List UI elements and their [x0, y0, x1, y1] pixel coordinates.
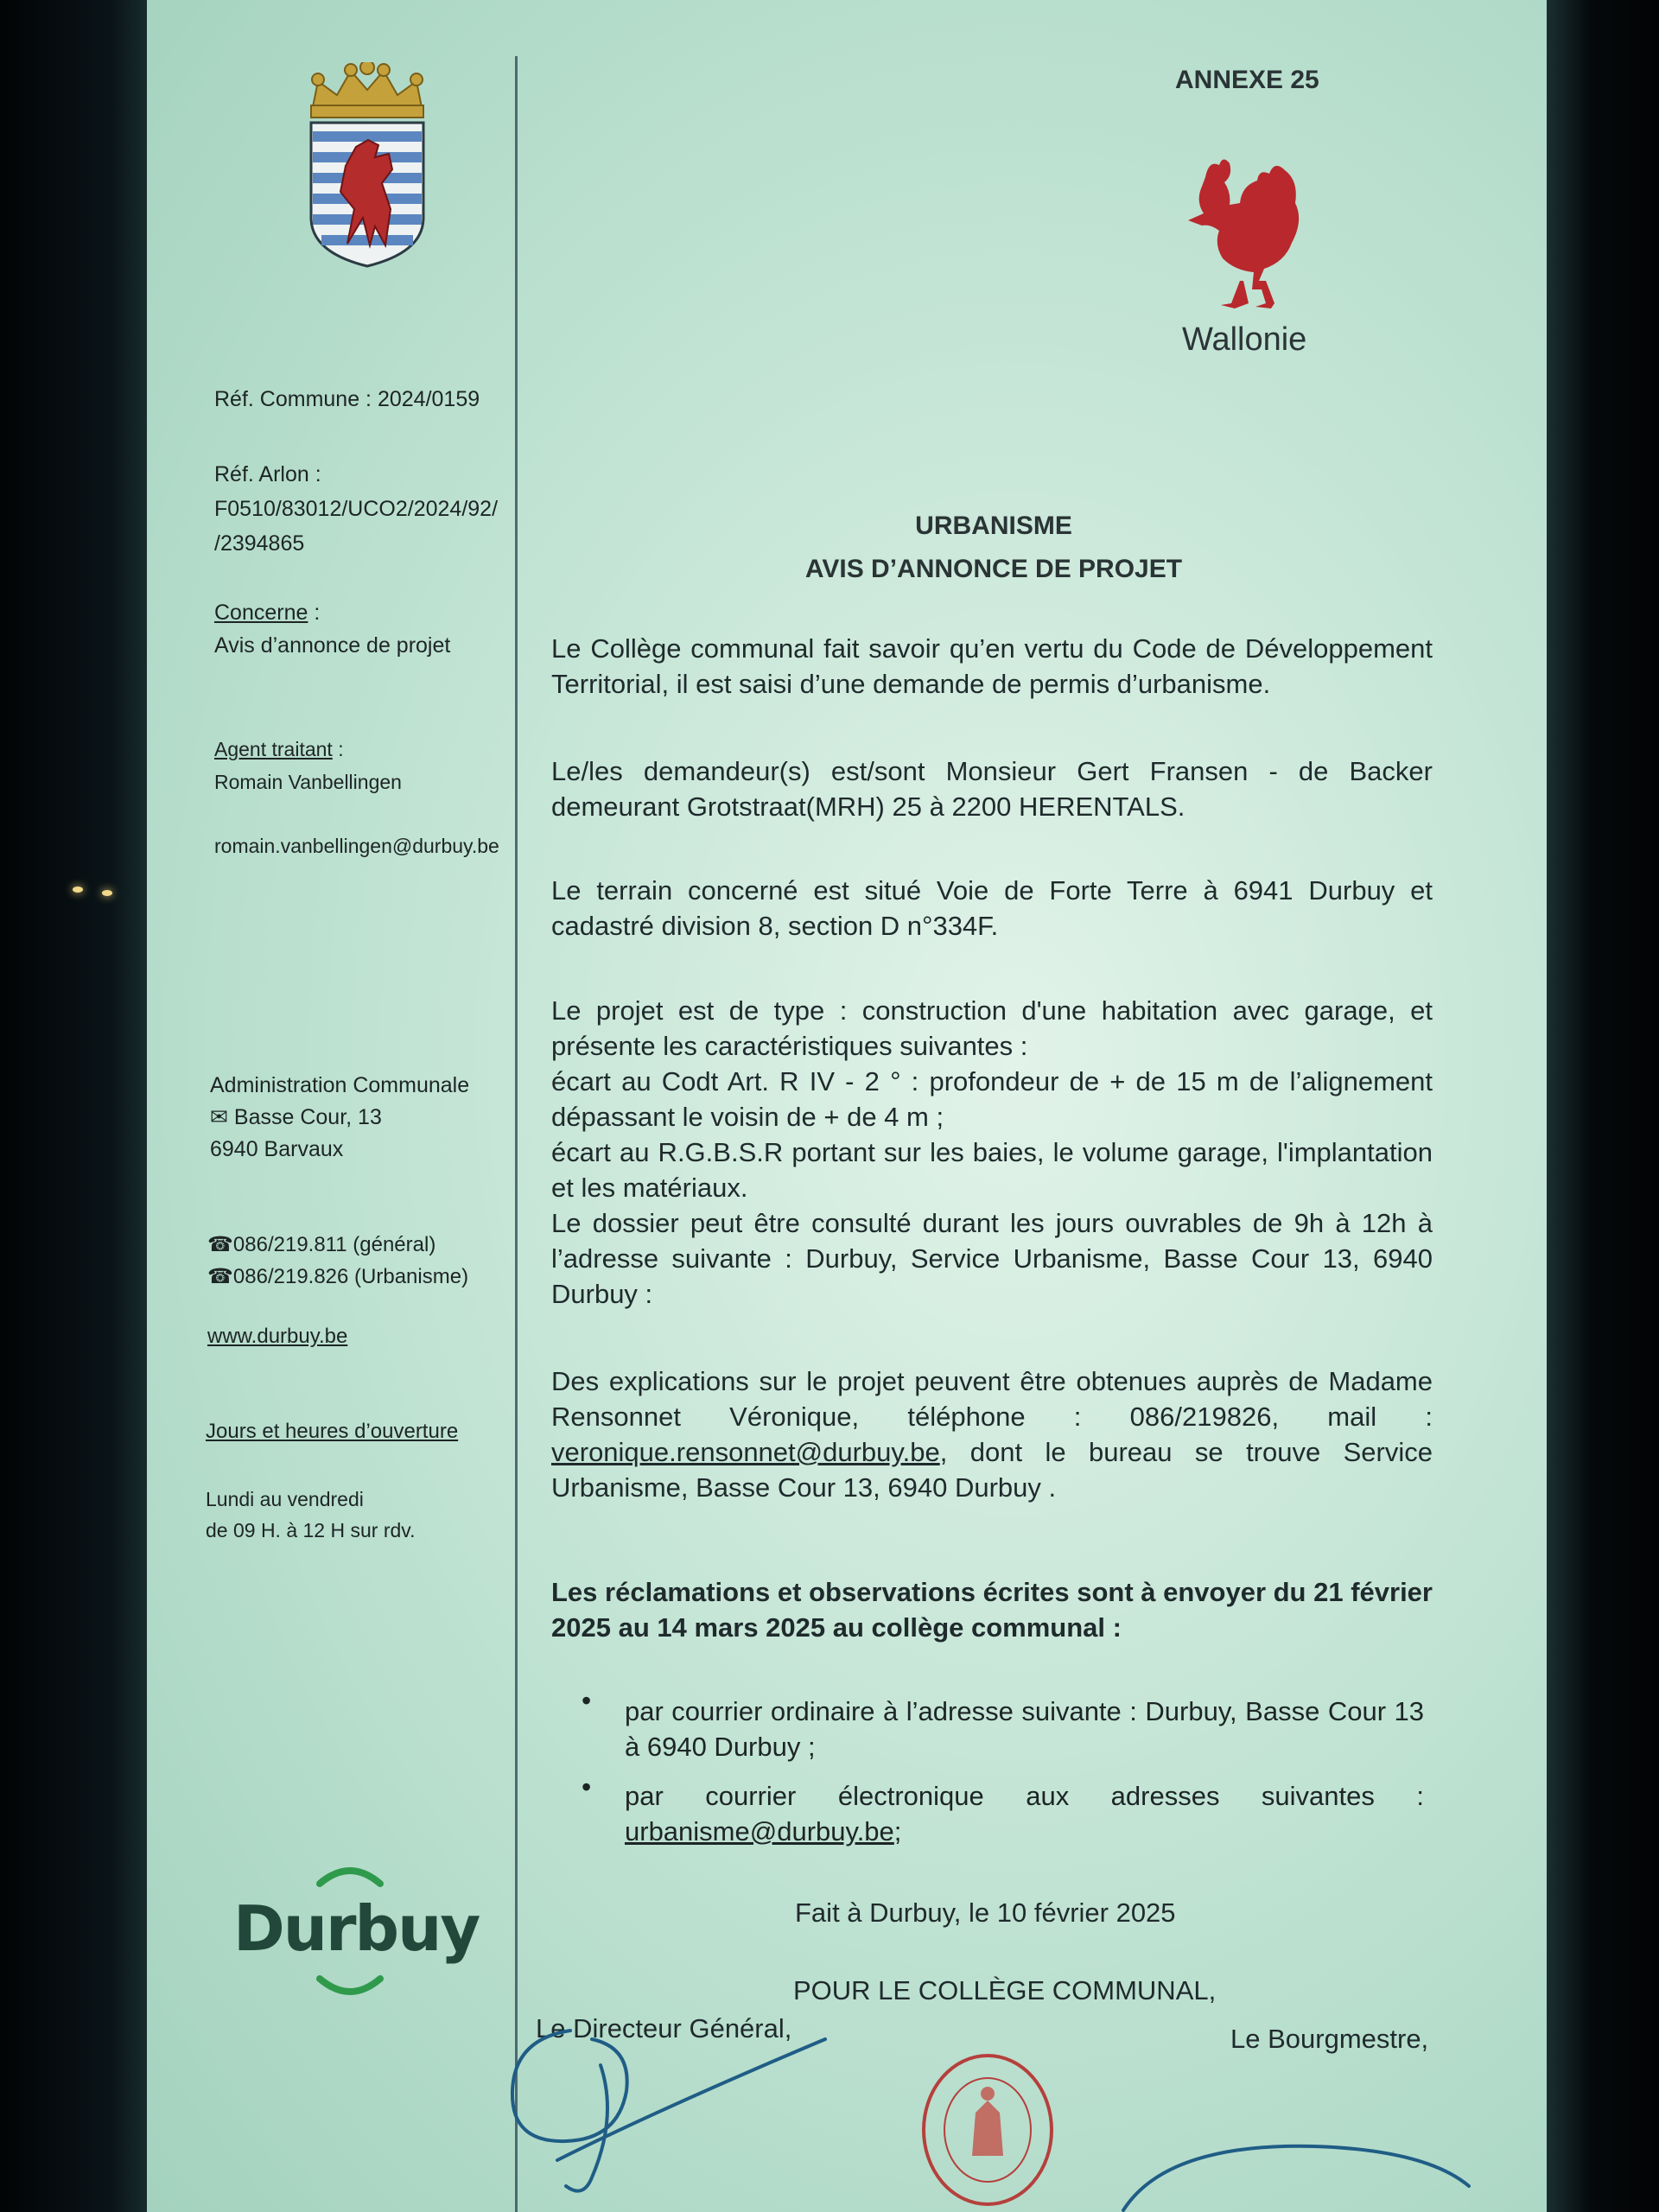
- projet-ecart-rgbsr: écart au R.G.B.S.R portant sur les baies, le volume garage, l'implantation et les matériaux.: [551, 1137, 1433, 1203]
- directeur-signature-icon: [505, 2013, 834, 2212]
- region-name: Wallonie: [1182, 321, 1307, 358]
- phone-urbanisme[interactable]: 086/219.826 (Urbanisme): [232, 1265, 469, 1288]
- durbuy-logo: [233, 1858, 480, 2005]
- admin-name: Administration Communale: [210, 1073, 470, 1097]
- paragraph-terrain: Le terrain concerné est situé Voie de Forte Terre à 6941 Durbuy et cadastré division 8, section D n°334F.: [551, 875, 1433, 941]
- phone-icon: ☎: [207, 1233, 233, 1256]
- agent-email[interactable]: romain.vanbellingen@durbuy.be: [214, 835, 499, 857]
- concerne-block: [214, 596, 450, 662]
- projet-type: Le projet est de type : construction d'une habitation avec garage, et présente les caractéristiques suivantes :: [551, 995, 1433, 1061]
- ref-arlon-label: Réf. Arlon :: [214, 462, 321, 486]
- paragraph-intro: Le Collège communal fait savoir qu’en vertu du Code de Développement Territorial, il est saisi d’une demande de permis d’urbanisme.: [551, 633, 1433, 699]
- projet-consultation: Le dossier peut être consulté durant les jours ouvrables de 9h à 12h à l’adresse suivante : Durbuy, Service Urbanisme, Basse Cour 13, 6940 Durbuy :: [551, 1208, 1433, 1309]
- hours-line2: de 09 H. à 12 H sur rdv.: [206, 1519, 416, 1541]
- ref-arlon-line2: /2394865: [214, 531, 305, 556]
- bourgmestre-label: Le Bourgmestre,: [1230, 2024, 1429, 2054]
- agent-colon: :: [332, 738, 344, 760]
- commune-stamp-icon: [920, 2052, 1058, 2208]
- hours-label: Jours et heures d’ouverture: [206, 1420, 459, 1443]
- paragraph-explications: [551, 1363, 1433, 1505]
- bourgmestre-signature-icon: [1115, 2134, 1478, 2212]
- title-urbanisme: URBANISME: [915, 512, 1072, 540]
- column-divider: [515, 56, 518, 2212]
- paragraph-reclamations: Les réclamations et observations écrites sont à envoyer du 21 février 2025 au 14 mars 2025 au collège communal :: [551, 1577, 1433, 1643]
- explications-text-end: , dont le bureau se trouve Service Urbanisme, Basse Cour 13, 6940 Durbuy .: [551, 1437, 1433, 1503]
- projet-ecart-codt: écart au Codt Art. R IV - 2 ° : profondeur de + de 15 m de l’alignement dépassant le voisin de + de 4 m ;: [551, 1066, 1433, 1132]
- bullet2-text: par courrier électronique aux adresses suivantes :: [625, 1781, 1424, 1811]
- ref-commune: Réf. Commune : 2024/0159: [214, 387, 480, 411]
- admin-city: 6940 Barvaux: [210, 1137, 344, 1161]
- street-lamp: [102, 890, 112, 896]
- backlight-left: [0, 0, 160, 2212]
- logo-text: Durbuy: [233, 1892, 480, 1965]
- veronique-email-link[interactable]: veronique.rensonnet@durbuy.be: [551, 1437, 940, 1467]
- directeur-label: Le Directeur Général,: [536, 2013, 792, 2044]
- bullet-icon: •: [582, 1771, 592, 1802]
- phone-block: [207, 1229, 468, 1293]
- bullet-courrier-ordinaire: par courrier ordinaire à l’adresse suivante : Durbuy, Basse Cour 13 à 6940 Durbuy ;: [625, 1696, 1424, 1762]
- concerne-value: Avis d’annonce de projet: [214, 633, 451, 658]
- title-avis: AVIS D’ANNONCE DE PROJET: [804, 555, 1183, 583]
- admin-street: Basse Cour, 13: [233, 1105, 382, 1129]
- bullet-courrier-electronique: [625, 1778, 1424, 1849]
- explications-text: Des explications sur le projet peuvent être obtenues auprès de Madame Rensonnet Véronique, téléphone : 086/219826, mail :: [551, 1366, 1433, 1432]
- agent-label: Agent traitant: [214, 738, 333, 760]
- hours-block: [206, 1484, 415, 1546]
- date-line: Fait à Durbuy, le 10 février 2025: [795, 1897, 1176, 1928]
- bullet-icon: •: [582, 1685, 592, 1716]
- coat-of-arms-icon: [306, 62, 429, 270]
- urbanisme-email-link[interactable]: urbanisme@durbuy.be: [625, 1816, 894, 1847]
- concerne-colon: :: [308, 601, 321, 625]
- ref-arlon-line1: F0510/83012/UCO2/2024/92/: [214, 497, 499, 521]
- paragraph-projet: [551, 993, 1433, 1312]
- backlight-right: [1547, 0, 1659, 2212]
- agent-block: [214, 733, 499, 862]
- agent-name: Romain Vanbellingen: [214, 771, 402, 793]
- admin-block: [210, 1070, 469, 1166]
- annexe-label: ANNEXE 25: [1175, 66, 1319, 94]
- bullet2-end: ;: [893, 1816, 902, 1847]
- street-lamp: [73, 887, 83, 893]
- phone-icon: ☎: [207, 1265, 233, 1288]
- envelope-icon: ✉: [210, 1105, 228, 1129]
- hours-line1: Lundi au vendredi: [206, 1488, 364, 1510]
- concerne-label: Concerne: [214, 601, 308, 625]
- rooster-icon: [1179, 151, 1309, 315]
- website-link[interactable]: www.durbuy.be: [207, 1325, 348, 1348]
- phone-general[interactable]: 086/219.811 (général): [232, 1233, 436, 1256]
- paragraph-demandeur: Le/les demandeur(s) est/sont Monsieur Gert Fransen - de Backer demeurant Grotstraat(MRH) 25 à 2200 HERENTALS.: [551, 756, 1433, 822]
- ref-arlon: [214, 457, 498, 561]
- college-line: POUR LE COLLÈGE COMMUNAL,: [793, 1975, 1217, 2005]
